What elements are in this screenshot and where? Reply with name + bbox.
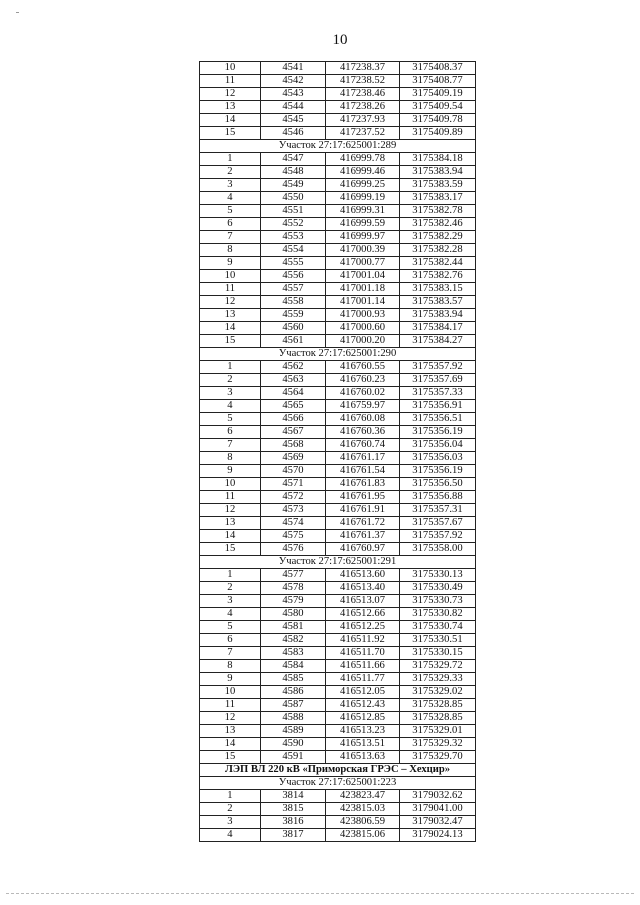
point-index-cell: 3 <box>200 595 261 608</box>
point-number-cell: 4551 <box>260 205 325 218</box>
coord-x-cell: 416999.59 <box>326 218 400 231</box>
point-index-cell: 5 <box>200 413 261 426</box>
coord-x-cell: 417237.52 <box>326 127 400 140</box>
point-number-cell: 4570 <box>260 465 325 478</box>
coord-y-cell: 3175358.00 <box>399 543 475 556</box>
table-row <box>200 712 476 725</box>
coord-x-cell: 416999.19 <box>326 192 400 205</box>
section-header: Участок 27:17:625001:223 <box>200 777 476 790</box>
point-index-cell: 1 <box>200 361 261 374</box>
table-row <box>200 62 476 75</box>
coord-x-cell: 416513.60 <box>326 569 400 582</box>
coord-y-cell: 3175356.19 <box>399 465 475 478</box>
coord-y-cell: 3175383.59 <box>399 179 475 192</box>
coord-y-cell: 3175328.85 <box>399 712 475 725</box>
coord-x-cell: 416999.25 <box>326 179 400 192</box>
table-row <box>200 621 476 634</box>
coord-x-cell: 423806.59 <box>326 816 400 829</box>
coord-x-cell: 416513.40 <box>326 582 400 595</box>
point-number-cell: 4561 <box>260 335 325 348</box>
coord-y-cell: 3175329.70 <box>399 751 475 764</box>
point-index-cell: 9 <box>200 673 261 686</box>
table-row <box>200 322 476 335</box>
coord-x-cell: 416760.02 <box>326 387 400 400</box>
point-number-cell: 4591 <box>260 751 325 764</box>
coord-x-cell: 417000.77 <box>326 257 400 270</box>
point-index-cell: 15 <box>200 335 261 348</box>
point-number-cell: 4556 <box>260 270 325 283</box>
table-row <box>200 218 476 231</box>
coord-x-cell: 417238.26 <box>326 101 400 114</box>
coord-y-cell: 3175409.89 <box>399 127 475 140</box>
point-number-cell: 3816 <box>260 816 325 829</box>
coord-x-cell: 417000.20 <box>326 335 400 348</box>
point-number-cell: 4575 <box>260 530 325 543</box>
table-row <box>200 751 476 764</box>
coord-y-cell: 3175330.49 <box>399 582 475 595</box>
point-number-cell: 4590 <box>260 738 325 751</box>
table-row <box>200 686 476 699</box>
table-row <box>200 387 476 400</box>
point-number-cell: 4557 <box>260 283 325 296</box>
point-number-cell: 4571 <box>260 478 325 491</box>
coord-x-cell: 416512.66 <box>326 608 400 621</box>
coord-y-cell: 3179024.13 <box>399 829 475 842</box>
point-index-cell: 11 <box>200 491 261 504</box>
coord-x-cell: 423823.47 <box>326 790 400 803</box>
point-number-cell: 4549 <box>260 179 325 192</box>
coord-y-cell: 3175383.17 <box>399 192 475 205</box>
table-row <box>200 374 476 387</box>
point-number-cell: 4558 <box>260 296 325 309</box>
coord-x-cell: 416512.85 <box>326 712 400 725</box>
point-index-cell: 10 <box>200 270 261 283</box>
table-row <box>200 75 476 88</box>
coord-x-cell: 416512.25 <box>326 621 400 634</box>
scan-artifact-mark <box>16 12 19 13</box>
table-row <box>200 205 476 218</box>
coord-y-cell: 3175357.92 <box>399 530 475 543</box>
coordinates-table <box>199 61 476 842</box>
point-index-cell: 3 <box>200 816 261 829</box>
coord-y-cell: 3175408.37 <box>399 62 475 75</box>
coord-x-cell: 416999.78 <box>326 153 400 166</box>
page-number: 10 <box>332 32 348 48</box>
coord-y-cell: 3175383.57 <box>399 296 475 309</box>
coord-x-cell: 416512.43 <box>326 699 400 712</box>
point-index-cell: 7 <box>200 231 261 244</box>
coord-y-cell: 3179041.00 <box>399 803 475 816</box>
point-number-cell: 4573 <box>260 504 325 517</box>
coord-x-cell: 423815.03 <box>326 803 400 816</box>
coord-y-cell: 3175329.33 <box>399 673 475 686</box>
point-number-cell: 4554 <box>260 244 325 257</box>
coord-y-cell: 3175357.67 <box>399 517 475 530</box>
point-number-cell: 4569 <box>260 452 325 465</box>
coord-y-cell: 3175328.85 <box>399 699 475 712</box>
point-number-cell: 4580 <box>260 608 325 621</box>
table-row <box>200 257 476 270</box>
section-header-row <box>200 556 476 569</box>
table-row <box>200 166 476 179</box>
table-row <box>200 179 476 192</box>
table-row <box>200 244 476 257</box>
coord-y-cell: 3175356.50 <box>399 478 475 491</box>
coord-x-cell: 416761.54 <box>326 465 400 478</box>
table-row <box>200 361 476 374</box>
point-index-cell: 15 <box>200 543 261 556</box>
coord-x-cell: 416999.46 <box>326 166 400 179</box>
coord-y-cell: 3175356.19 <box>399 426 475 439</box>
point-index-cell: 10 <box>200 686 261 699</box>
point-number-cell: 4546 <box>260 127 325 140</box>
point-index-cell: 14 <box>200 738 261 751</box>
coord-y-cell: 3179032.62 <box>399 790 475 803</box>
point-number-cell: 4555 <box>260 257 325 270</box>
point-number-cell: 4585 <box>260 673 325 686</box>
table-row <box>200 530 476 543</box>
table-row <box>200 413 476 426</box>
point-number-cell: 4567 <box>260 426 325 439</box>
table-row <box>200 439 476 452</box>
coord-x-cell: 416513.51 <box>326 738 400 751</box>
point-number-cell: 4568 <box>260 439 325 452</box>
point-index-cell: 6 <box>200 218 261 231</box>
point-index-cell: 2 <box>200 374 261 387</box>
coord-x-cell: 417001.04 <box>326 270 400 283</box>
point-number-cell: 4542 <box>260 75 325 88</box>
coord-y-cell: 3175357.33 <box>399 387 475 400</box>
point-index-cell: 12 <box>200 296 261 309</box>
section-header: Участок 27:17:625001:290 <box>200 348 476 361</box>
coord-y-cell: 3175408.77 <box>399 75 475 88</box>
coord-y-cell: 3175384.27 <box>399 335 475 348</box>
point-index-cell: 13 <box>200 309 261 322</box>
coord-y-cell: 3175330.15 <box>399 647 475 660</box>
coord-y-cell: 3175329.01 <box>399 725 475 738</box>
power-line-title: ЛЭП ВЛ 220 кВ «Приморская ГРЭС – Хехцир» <box>200 764 476 777</box>
table-row <box>200 569 476 582</box>
table-row <box>200 595 476 608</box>
point-index-cell: 3 <box>200 387 261 400</box>
coord-y-cell: 3175383.94 <box>399 166 475 179</box>
section-header-row <box>200 140 476 153</box>
table-row <box>200 582 476 595</box>
table-row <box>200 829 476 842</box>
point-number-cell: 4584 <box>260 660 325 673</box>
point-index-cell: 4 <box>200 608 261 621</box>
point-number-cell: 4565 <box>260 400 325 413</box>
table-row <box>200 335 476 348</box>
table-row <box>200 127 476 140</box>
point-number-cell: 4550 <box>260 192 325 205</box>
table-row <box>200 153 476 166</box>
coord-x-cell: 416760.08 <box>326 413 400 426</box>
point-index-cell: 15 <box>200 751 261 764</box>
point-index-cell: 9 <box>200 257 261 270</box>
point-number-cell: 3817 <box>260 829 325 842</box>
coord-x-cell: 423815.06 <box>326 829 400 842</box>
table-row <box>200 465 476 478</box>
point-index-cell: 15 <box>200 127 261 140</box>
table-row <box>200 491 476 504</box>
coord-y-cell: 3175357.31 <box>399 504 475 517</box>
point-index-cell: 1 <box>200 790 261 803</box>
point-number-cell: 4581 <box>260 621 325 634</box>
point-number-cell: 4578 <box>260 582 325 595</box>
section-header: Участок 27:17:625001:291 <box>200 556 476 569</box>
point-index-cell: 11 <box>200 699 261 712</box>
point-index-cell: 8 <box>200 660 261 673</box>
coord-x-cell: 416999.97 <box>326 231 400 244</box>
coord-x-cell: 416511.66 <box>326 660 400 673</box>
coord-x-cell: 416761.91 <box>326 504 400 517</box>
coord-y-cell: 3175356.51 <box>399 413 475 426</box>
point-number-cell: 4566 <box>260 413 325 426</box>
point-number-cell: 4552 <box>260 218 325 231</box>
table-row <box>200 114 476 127</box>
coord-x-cell: 417000.39 <box>326 244 400 257</box>
coord-y-cell: 3175409.54 <box>399 101 475 114</box>
coord-y-cell: 3175409.78 <box>399 114 475 127</box>
point-number-cell: 4543 <box>260 88 325 101</box>
coord-x-cell: 416999.31 <box>326 205 400 218</box>
coord-y-cell: 3175330.82 <box>399 608 475 621</box>
point-number-cell: 4577 <box>260 569 325 582</box>
point-number-cell: 4553 <box>260 231 325 244</box>
coord-x-cell: 416513.07 <box>326 595 400 608</box>
coord-x-cell: 416513.63 <box>326 751 400 764</box>
table-row <box>200 647 476 660</box>
coord-x-cell: 417000.93 <box>326 309 400 322</box>
coord-y-cell: 3175356.91 <box>399 400 475 413</box>
coord-x-cell: 416513.23 <box>326 725 400 738</box>
coord-x-cell: 416512.05 <box>326 686 400 699</box>
table-row <box>200 790 476 803</box>
point-index-cell: 2 <box>200 803 261 816</box>
point-number-cell: 4588 <box>260 712 325 725</box>
point-index-cell: 10 <box>200 478 261 491</box>
table-row <box>200 296 476 309</box>
coord-y-cell: 3175329.72 <box>399 660 475 673</box>
table-row <box>200 725 476 738</box>
power-line-title-row <box>200 764 476 777</box>
coord-x-cell: 416760.23 <box>326 374 400 387</box>
point-number-cell: 3815 <box>260 803 325 816</box>
coord-x-cell: 417000.60 <box>326 322 400 335</box>
point-number-cell: 4547 <box>260 153 325 166</box>
coord-y-cell: 3175382.44 <box>399 257 475 270</box>
coord-x-cell: 416760.97 <box>326 543 400 556</box>
table-row <box>200 699 476 712</box>
point-index-cell: 6 <box>200 634 261 647</box>
coord-y-cell: 3175330.73 <box>399 595 475 608</box>
point-index-cell: 11 <box>200 75 261 88</box>
table-row <box>200 400 476 413</box>
point-number-cell: 4564 <box>260 387 325 400</box>
coord-x-cell: 416761.17 <box>326 452 400 465</box>
coord-x-cell: 416760.74 <box>326 439 400 452</box>
table-row <box>200 452 476 465</box>
point-index-cell: 5 <box>200 621 261 634</box>
scan-bottom-line <box>6 893 634 894</box>
coord-y-cell: 3175356.04 <box>399 439 475 452</box>
coord-x-cell: 416760.36 <box>326 426 400 439</box>
table-row <box>200 634 476 647</box>
coord-x-cell: 416760.55 <box>326 361 400 374</box>
point-index-cell: 13 <box>200 101 261 114</box>
coord-y-cell: 3175330.13 <box>399 569 475 582</box>
point-index-cell: 8 <box>200 244 261 257</box>
table-row <box>200 803 476 816</box>
coord-y-cell: 3175383.15 <box>399 283 475 296</box>
coord-y-cell: 3175382.78 <box>399 205 475 218</box>
point-number-cell: 4574 <box>260 517 325 530</box>
table-row <box>200 660 476 673</box>
table-row <box>200 543 476 556</box>
point-number-cell: 4548 <box>260 166 325 179</box>
coord-y-cell: 3179032.47 <box>399 816 475 829</box>
point-number-cell: 4560 <box>260 322 325 335</box>
point-index-cell: 1 <box>200 569 261 582</box>
table-row <box>200 192 476 205</box>
point-index-cell: 7 <box>200 439 261 452</box>
coord-y-cell: 3175330.74 <box>399 621 475 634</box>
point-number-cell: 4544 <box>260 101 325 114</box>
point-index-cell: 12 <box>200 712 261 725</box>
coord-x-cell: 417238.37 <box>326 62 400 75</box>
coord-y-cell: 3175356.88 <box>399 491 475 504</box>
point-number-cell: 4563 <box>260 374 325 387</box>
point-number-cell: 4579 <box>260 595 325 608</box>
point-index-cell: 2 <box>200 166 261 179</box>
point-index-cell: 11 <box>200 283 261 296</box>
section-header-row <box>200 348 476 361</box>
point-index-cell: 8 <box>200 452 261 465</box>
point-index-cell: 12 <box>200 504 261 517</box>
point-index-cell: 7 <box>200 647 261 660</box>
coord-y-cell: 3175357.92 <box>399 361 475 374</box>
table-row <box>200 673 476 686</box>
point-index-cell: 9 <box>200 465 261 478</box>
table-row <box>200 816 476 829</box>
coord-x-cell: 417238.52 <box>326 75 400 88</box>
table-row <box>200 517 476 530</box>
point-number-cell: 4562 <box>260 361 325 374</box>
point-number-cell: 4589 <box>260 725 325 738</box>
coord-y-cell: 3175383.94 <box>399 309 475 322</box>
table-row <box>200 426 476 439</box>
point-index-cell: 12 <box>200 88 261 101</box>
coordinates-table-body <box>200 62 476 842</box>
coord-y-cell: 3175329.02 <box>399 686 475 699</box>
table-row <box>200 504 476 517</box>
table-row <box>200 88 476 101</box>
point-index-cell: 14 <box>200 322 261 335</box>
coord-x-cell: 416511.77 <box>326 673 400 686</box>
point-index-cell: 4 <box>200 192 261 205</box>
table-row <box>200 101 476 114</box>
point-number-cell: 4583 <box>260 647 325 660</box>
coord-y-cell: 3175384.17 <box>399 322 475 335</box>
point-number-cell: 4586 <box>260 686 325 699</box>
coord-x-cell: 417001.18 <box>326 283 400 296</box>
point-index-cell: 14 <box>200 114 261 127</box>
point-index-cell: 4 <box>200 400 261 413</box>
coord-x-cell: 416761.95 <box>326 491 400 504</box>
coord-x-cell: 417238.46 <box>326 88 400 101</box>
coord-x-cell: 416761.72 <box>326 517 400 530</box>
section-header-row <box>200 777 476 790</box>
point-index-cell: 2 <box>200 582 261 595</box>
coord-x-cell: 417237.93 <box>326 114 400 127</box>
point-index-cell: 13 <box>200 517 261 530</box>
coord-y-cell: 3175382.28 <box>399 244 475 257</box>
point-index-cell: 10 <box>200 62 261 75</box>
coord-y-cell: 3175329.32 <box>399 738 475 751</box>
point-number-cell: 4559 <box>260 309 325 322</box>
point-number-cell: 3814 <box>260 790 325 803</box>
point-index-cell: 4 <box>200 829 261 842</box>
coord-x-cell: 417001.14 <box>326 296 400 309</box>
table-row <box>200 478 476 491</box>
coord-x-cell: 416511.92 <box>326 634 400 647</box>
point-index-cell: 6 <box>200 426 261 439</box>
coord-y-cell: 3175382.46 <box>399 218 475 231</box>
table-row <box>200 270 476 283</box>
coord-x-cell: 416511.70 <box>326 647 400 660</box>
point-number-cell: 4541 <box>260 62 325 75</box>
coord-y-cell: 3175330.51 <box>399 634 475 647</box>
point-number-cell: 4572 <box>260 491 325 504</box>
point-number-cell: 4545 <box>260 114 325 127</box>
table-row <box>200 309 476 322</box>
coord-y-cell: 3175382.76 <box>399 270 475 283</box>
coord-y-cell: 3175382.29 <box>399 231 475 244</box>
coord-y-cell: 3175409.19 <box>399 88 475 101</box>
point-number-cell: 4576 <box>260 543 325 556</box>
point-index-cell: 1 <box>200 153 261 166</box>
point-index-cell: 14 <box>200 530 261 543</box>
coord-y-cell: 3175384.18 <box>399 153 475 166</box>
point-index-cell: 3 <box>200 179 261 192</box>
table-row <box>200 608 476 621</box>
point-number-cell: 4582 <box>260 634 325 647</box>
coord-x-cell: 416759.97 <box>326 400 400 413</box>
table-row <box>200 283 476 296</box>
point-number-cell: 4587 <box>260 699 325 712</box>
section-header: Участок 27:17:625001:289 <box>200 140 476 153</box>
table-row <box>200 231 476 244</box>
coord-y-cell: 3175356.03 <box>399 452 475 465</box>
coord-y-cell: 3175357.69 <box>399 374 475 387</box>
table-row <box>200 738 476 751</box>
coord-x-cell: 416761.37 <box>326 530 400 543</box>
coord-x-cell: 416761.83 <box>326 478 400 491</box>
point-index-cell: 5 <box>200 205 261 218</box>
point-index-cell: 13 <box>200 725 261 738</box>
